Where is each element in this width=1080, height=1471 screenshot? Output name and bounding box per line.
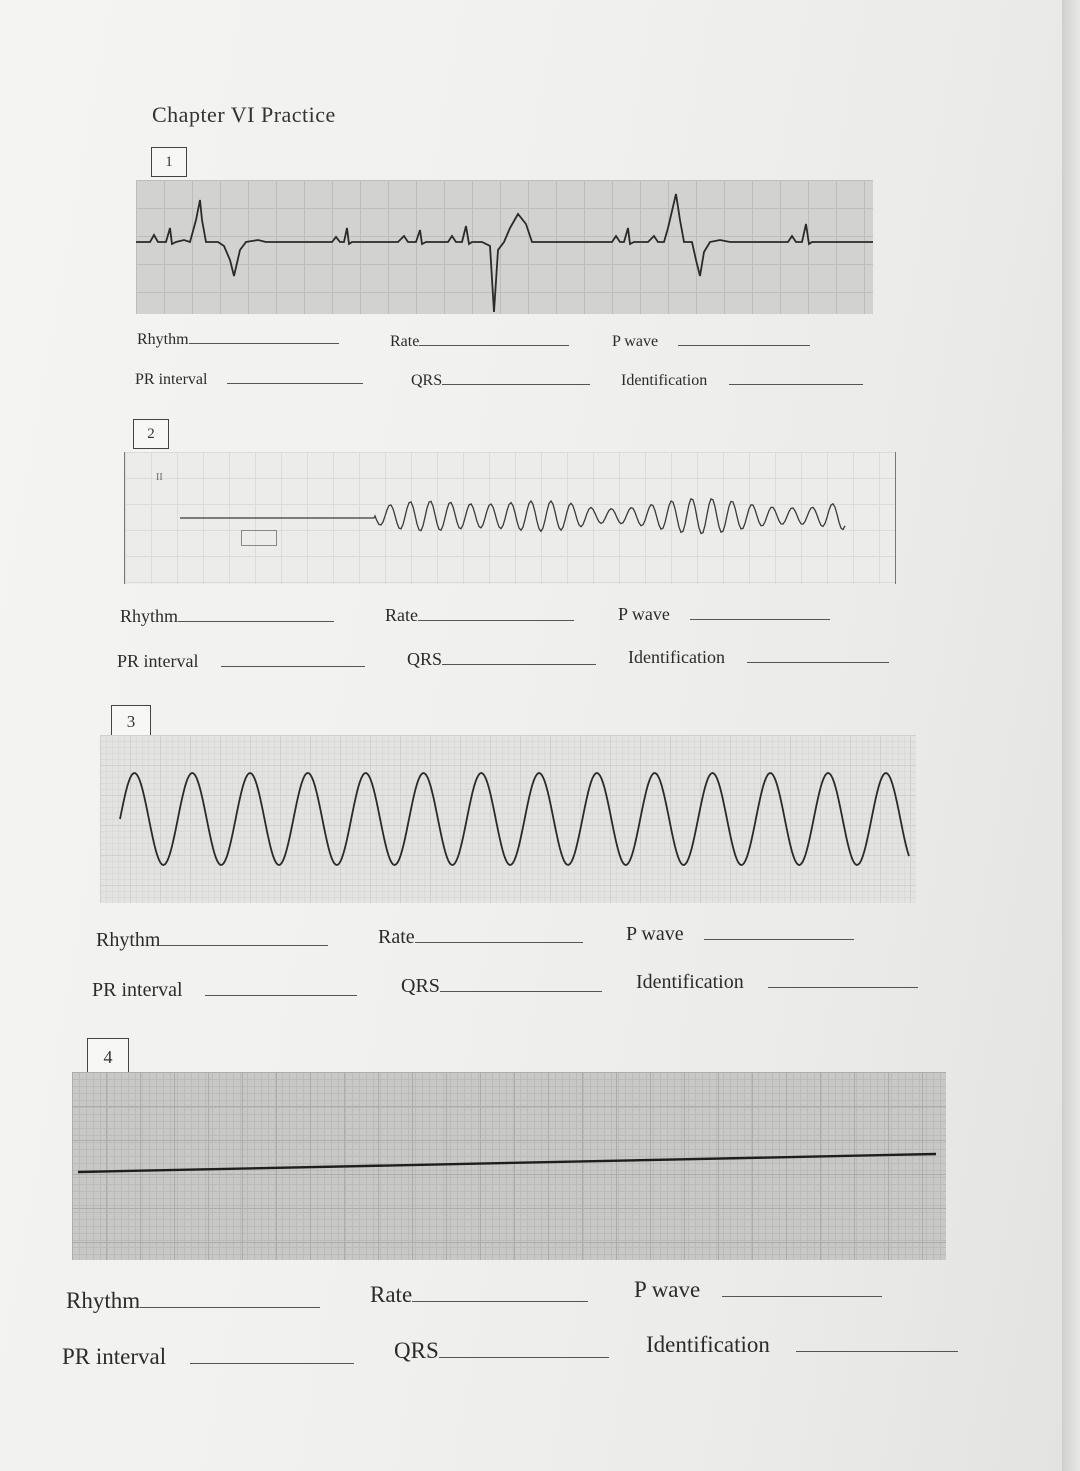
answer-line[interactable] xyxy=(747,661,889,663)
p-wave-field-3[interactable] xyxy=(626,923,854,946)
answer-line[interactable] xyxy=(419,344,569,346)
ecg-strip-3 xyxy=(100,735,916,903)
rate-field-1[interactable] xyxy=(390,333,569,351)
answer-line[interactable] xyxy=(412,1300,588,1302)
calibration-box xyxy=(241,530,277,546)
qrs-label: QRS xyxy=(411,372,443,389)
answer-line[interactable] xyxy=(704,938,854,940)
answer-line[interactable] xyxy=(722,1295,882,1297)
pr-interval-label: PR interval xyxy=(117,651,199,671)
rate-field-3[interactable] xyxy=(378,926,583,949)
identification-field-4[interactable] xyxy=(646,1332,958,1358)
answer-line[interactable] xyxy=(768,986,918,988)
answer-line[interactable] xyxy=(418,619,574,621)
rhythm-field-3[interactable] xyxy=(96,929,328,952)
identification-field-2[interactable] xyxy=(628,647,889,668)
strip-number-2: 2 xyxy=(133,419,169,449)
identification-label: Identification xyxy=(621,372,708,389)
p-wave-field-4[interactable] xyxy=(634,1277,882,1303)
identification-label: Identification xyxy=(636,971,744,993)
p-wave-field-2[interactable] xyxy=(618,604,830,625)
answer-line[interactable] xyxy=(678,344,810,346)
strip-number-3: 3 xyxy=(111,705,151,739)
rhythm-label: Rhythm xyxy=(96,929,161,951)
answer-line[interactable] xyxy=(205,994,357,996)
qrs-field-4[interactable] xyxy=(394,1338,609,1364)
rhythm-label: Rhythm xyxy=(66,1288,141,1313)
rate-label: Rate xyxy=(390,333,420,350)
ecg-strip-2 xyxy=(124,452,896,584)
ecg-trace-4 xyxy=(72,1072,946,1260)
answer-line[interactable] xyxy=(140,1306,320,1308)
rhythm-label: Rhythm xyxy=(137,331,189,348)
p-wave-field-1[interactable] xyxy=(612,333,810,351)
ecg-trace-3 xyxy=(100,735,916,903)
answer-line[interactable] xyxy=(442,663,596,665)
answer-line[interactable] xyxy=(190,1362,354,1364)
pr-interval-label: PR interval xyxy=(135,371,208,388)
page-title: Chapter VI Practice xyxy=(152,102,336,127)
ecg-trace-2 xyxy=(125,452,895,584)
identification-label: Identification xyxy=(646,1332,770,1357)
answer-line[interactable] xyxy=(690,618,830,620)
rate-label: Rate xyxy=(370,1282,413,1307)
strip-number-1: 1 xyxy=(151,147,187,177)
pr-interval-field-3[interactable] xyxy=(92,979,357,1002)
strip-number-4: 4 xyxy=(87,1038,129,1076)
qrs-label: QRS xyxy=(401,975,440,997)
qrs-field-2[interactable] xyxy=(407,649,596,670)
ecg-trace-1 xyxy=(136,180,873,314)
pr-interval-label: PR interval xyxy=(62,1344,167,1369)
p-wave-label: P wave xyxy=(634,1277,701,1302)
answer-line[interactable] xyxy=(440,990,602,992)
rate-label: Rate xyxy=(378,926,415,948)
qrs-field-3[interactable] xyxy=(401,975,602,998)
pr-interval-field-2[interactable] xyxy=(117,651,365,672)
p-wave-label: P wave xyxy=(626,923,684,945)
rhythm-field-2[interactable] xyxy=(120,606,334,627)
qrs-label: QRS xyxy=(394,1338,439,1363)
rhythm-label: Rhythm xyxy=(120,606,179,626)
page-edge xyxy=(1062,0,1080,1471)
rate-field-2[interactable] xyxy=(385,605,574,626)
identification-label: Identification xyxy=(628,647,725,667)
answer-line[interactable] xyxy=(442,383,590,385)
qrs-field-1[interactable] xyxy=(411,372,590,390)
answer-line[interactable] xyxy=(796,1350,958,1352)
answer-line[interactable] xyxy=(415,941,583,943)
answer-line[interactable] xyxy=(221,665,365,667)
answer-line[interactable] xyxy=(227,382,363,384)
rhythm-field-4[interactable] xyxy=(66,1288,320,1314)
ecg-strip-1 xyxy=(136,180,873,314)
rhythm-field-1[interactable] xyxy=(137,331,339,349)
pr-interval-field-4[interactable] xyxy=(62,1344,354,1370)
answer-line[interactable] xyxy=(189,342,339,344)
p-wave-label: P wave xyxy=(618,604,670,624)
answer-line[interactable] xyxy=(178,620,334,622)
lead-label: II xyxy=(156,472,163,483)
pr-interval-label: PR interval xyxy=(92,979,183,1001)
identification-field-1[interactable] xyxy=(621,372,863,390)
rate-label: Rate xyxy=(385,605,418,625)
identification-field-3[interactable] xyxy=(636,971,918,994)
qrs-label: QRS xyxy=(407,649,443,669)
answer-line[interactable] xyxy=(439,1356,609,1358)
answer-line[interactable] xyxy=(160,944,328,946)
answer-line[interactable] xyxy=(729,383,863,385)
p-wave-label: P wave xyxy=(612,333,659,350)
ecg-strip-4 xyxy=(72,1072,946,1260)
rate-field-4[interactable] xyxy=(370,1282,588,1308)
pr-interval-field-1[interactable] xyxy=(135,371,363,389)
